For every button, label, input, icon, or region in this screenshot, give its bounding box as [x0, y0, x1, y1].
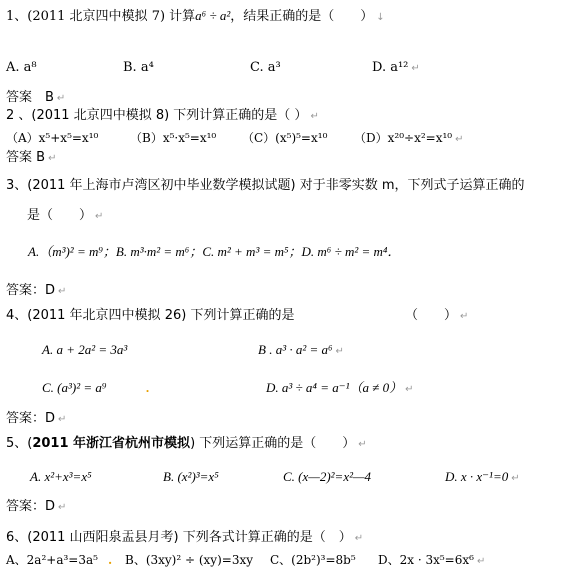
q4-paren — [405, 308, 468, 325]
q1-stem-line — [6, 8, 385, 26]
q1-tail: ，结果正确的是（ ） — [230, 9, 374, 24]
q2-answer-text: 答案 B — [6, 150, 46, 165]
paragraph-mark-icon: ↵ — [58, 286, 67, 297]
q5-stem — [6, 436, 367, 453]
q4-opt-a: A. a + 2a² = 3a³ — [42, 342, 128, 357]
q6-opt-c: C、(2b²)³=8b⁵ — [270, 553, 356, 567]
q4-opt-b — [258, 342, 344, 360]
q5-opt-a: A. x²+x³=x⁵ — [30, 469, 92, 484]
q2-opt-a: （A）x⁵+x⁵=x¹⁰ — [6, 131, 99, 145]
q4-opt-b-text: B . a³ · a² = a⁶ — [258, 342, 333, 357]
paragraph-mark-icon: ↵ — [476, 556, 486, 567]
q5-source: 2011 年浙江省杭州市模拟 — [32, 436, 191, 451]
q5-opt-c: C. (x—2)²=x²—4 — [283, 469, 372, 484]
q6-opt-a: A、2a²+a³=3a⁵ . — [6, 553, 113, 567]
paragraph-mark-icon: ↵ — [354, 533, 364, 544]
paragraph-mark-icon: ↵ — [48, 153, 57, 164]
paragraph-mark-icon: ↓ — [376, 12, 385, 23]
q5-num: 5、( — [6, 436, 33, 451]
q2-opt-d — [354, 130, 463, 148]
q1-opt-d-text: D. a¹² — [372, 60, 409, 75]
q1-answer-text: 答案 B — [6, 90, 54, 105]
q4-answer-text: 答案：D — [6, 411, 56, 426]
q5-rest: ) 下列运算正确的是（ ） — [190, 436, 356, 451]
q4-stem: 4、(2011 年北京四中模拟 26) 下列计算正确的是 — [6, 308, 295, 323]
paragraph-mark-icon: ↵ — [411, 63, 420, 74]
q1-opt-c: C. a³ — [250, 60, 281, 75]
q5-opt-d-text: D. x · x⁻¹=0 — [445, 469, 509, 484]
paragraph-mark-icon: ↵ — [460, 311, 469, 322]
paragraph-mark-icon: ↵ — [56, 93, 66, 104]
paragraph-mark-icon: ↵ — [58, 502, 67, 513]
q5-opt-d — [445, 469, 520, 487]
q6-stem-text: 6、(2011 山西阳泉盂县月考) 下列各式计算正确的是（ ） — [6, 530, 352, 545]
q4-opt-c: C. (a³)² = a⁹ . — [42, 380, 150, 395]
q5-answer — [6, 499, 66, 516]
q3-answer-text: 答案：D — [6, 283, 56, 298]
q4-paren-text: （ ） — [405, 308, 458, 323]
paragraph-mark-icon: ↵ — [358, 439, 367, 450]
q5-answer-text: 答案：D — [6, 499, 56, 514]
q1-opt-d — [372, 60, 420, 77]
q6-opt-b: B、(3xy)² ÷ (xy)=3xy — [125, 553, 254, 567]
paragraph-mark-icon: ↵ — [405, 384, 414, 395]
q6-stem — [6, 530, 363, 547]
q1-stem: 1、(2011 北京四中模拟 7) 计算 — [6, 9, 196, 24]
q5-opt-b: B. (x²)³=x⁵ — [163, 469, 219, 484]
q3-stem2 — [27, 208, 103, 225]
q6-opt-d — [378, 552, 485, 570]
q2-stem-text: 2 、(2011 北京四中模拟 8) 下列计算正确的是（ ） — [6, 108, 308, 123]
paragraph-mark-icon: ↵ — [58, 414, 67, 425]
q4-opt-d-text: D. a³ ÷ a⁴ = a⁻¹（a ≠ 0） — [266, 380, 403, 395]
q1-answer — [6, 90, 65, 107]
q3-stem: 3、(2011 年上海市卢湾区初中毕业数学模拟试题) 对于非零实数 m，下列式子运算正确的 — [6, 178, 525, 193]
paragraph-mark-icon: ↵ — [335, 346, 344, 357]
paragraph-mark-icon: ↵ — [511, 473, 520, 484]
paragraph-mark-icon: ↵ — [95, 211, 104, 222]
q1-opt-a: A. a⁸ — [6, 60, 37, 75]
q2-stem — [6, 108, 319, 125]
q4-opt-d — [266, 380, 414, 398]
q3-options: A.（m³)² = m⁹；B. m³·m² = m⁶；C. m² + m³ = m⁵；D. m⁶ ÷ m² = m⁴． — [28, 244, 401, 259]
q2-answer — [6, 150, 56, 167]
q1-expr: a⁶ ÷ a² — [195, 8, 231, 23]
q3-stem2-text: 是（ ） — [27, 208, 93, 223]
q6-opt-d-text: D、2x · 3x⁵=6x⁶ — [378, 553, 474, 567]
q4-opt-c-text: C. (a³)² = a⁹ — [42, 380, 107, 395]
q1-opt-b: B. a⁴ — [123, 60, 154, 75]
q2-opt-b: （B）x⁵·x⁵=x¹⁰ — [130, 131, 217, 145]
q6-opt-a-text: A、2a²+a³=3a⁵ — [6, 553, 98, 567]
q2-opt-d-text: （D）x²⁰÷x²=x¹⁰ — [354, 131, 453, 145]
paragraph-mark-icon: ↵ — [310, 111, 319, 122]
q4-answer — [6, 411, 66, 428]
paragraph-mark-icon: ↵ — [455, 134, 464, 145]
q3-answer — [6, 283, 66, 300]
q2-opt-c: （C）(x⁵)⁵=x¹⁰ — [242, 131, 328, 145]
